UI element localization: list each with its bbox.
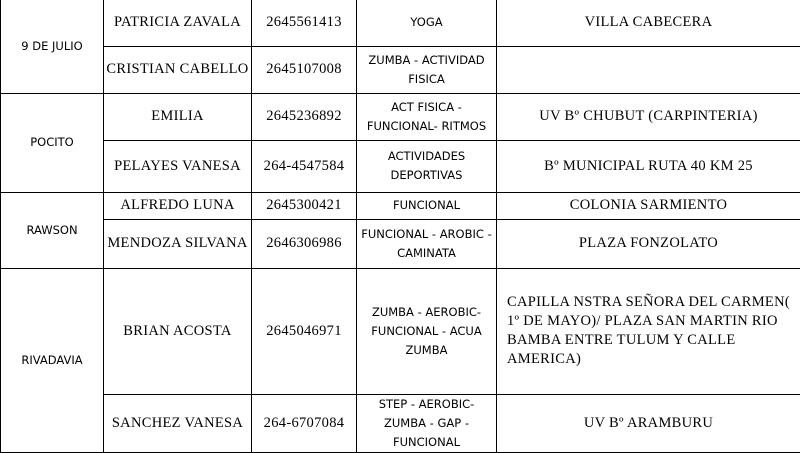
place-cell: VILLA CABECERA <box>497 0 800 46</box>
phone-cell: 2645561413 <box>252 0 357 46</box>
locality-cell: RIVADAVIA <box>1 268 104 452</box>
activity-cell: FUNCIONAL <box>357 192 497 219</box>
activity-cell: STEP - AEROBIC- ZUMBA - GAP - FUNCIONAL <box>357 394 497 452</box>
activity-cell: ZUMBA - ACTIVIDAD FISICA <box>357 46 497 93</box>
table-row <box>1 140 800 192</box>
name-cell: PELAYES VANESA <box>104 140 252 192</box>
locality-cell: POCITO <box>1 93 104 192</box>
place-cell: Bº MUNICIPAL RUTA 40 KM 25 <box>497 140 800 192</box>
activity-cell: ACT FISICA - FUNCIONAL- RITMOS <box>357 93 497 140</box>
name-cell: EMILIA <box>104 93 252 140</box>
place-cell: COLONIA SARMIENTO <box>497 192 800 219</box>
table-body <box>1 0 800 452</box>
place-cell: UV Bº ARAMBURU <box>497 394 800 452</box>
place-cell: CAPILLA NSTRA SEÑORA DEL CARMEN( 1º DE MAYO)/ PLAZA SAN MARTIN RIO BAMBA ENTRE TULUM Y CALLE AMERICA) <box>497 268 800 394</box>
phone-cell: 2645107008 <box>252 46 357 93</box>
activity-cell: FUNCIONAL - AROBIC - CAMINATA <box>357 219 497 268</box>
place-cell <box>497 46 800 93</box>
name-cell: ALFREDO LUNA <box>104 192 252 219</box>
name-cell: MENDOZA SILVANA <box>104 219 252 268</box>
name-cell: BRIAN ACOSTA <box>104 268 252 394</box>
locality-cell: 9 DE JULIO <box>1 0 104 93</box>
locality-cell: RAWSON <box>1 192 104 268</box>
place-cell: UV Bº CHUBUT (CARPINTERIA) <box>497 93 800 140</box>
name-cell: PATRICIA ZAVALA <box>104 0 252 46</box>
phone-cell: 2645046971 <box>252 268 357 394</box>
phone-cell: 2645300421 <box>252 192 357 219</box>
phone-cell: 264-6707084 <box>252 394 357 452</box>
table-row <box>1 394 800 452</box>
table-row <box>1 0 800 46</box>
activity-cell: ZUMBA - AEROBIC- FUNCIONAL - ACUA ZUMBA <box>357 268 497 394</box>
name-cell: CRISTIAN CABELLO <box>104 46 252 93</box>
place-cell: PLAZA FONZOLATO <box>497 219 800 268</box>
activity-cell: YOGA <box>357 0 497 46</box>
phone-cell: 2645236892 <box>252 93 357 140</box>
activity-cell: ACTIVIDADES DEPORTIVAS <box>357 140 497 192</box>
name-cell: SANCHEZ VANESA <box>104 394 252 452</box>
table-row <box>1 46 800 93</box>
phone-cell: 2646306986 <box>252 219 357 268</box>
phone-cell: 264-4547584 <box>252 140 357 192</box>
table-row <box>1 219 800 268</box>
table-row <box>1 268 800 394</box>
table-row <box>1 192 800 219</box>
table-row <box>1 93 800 140</box>
